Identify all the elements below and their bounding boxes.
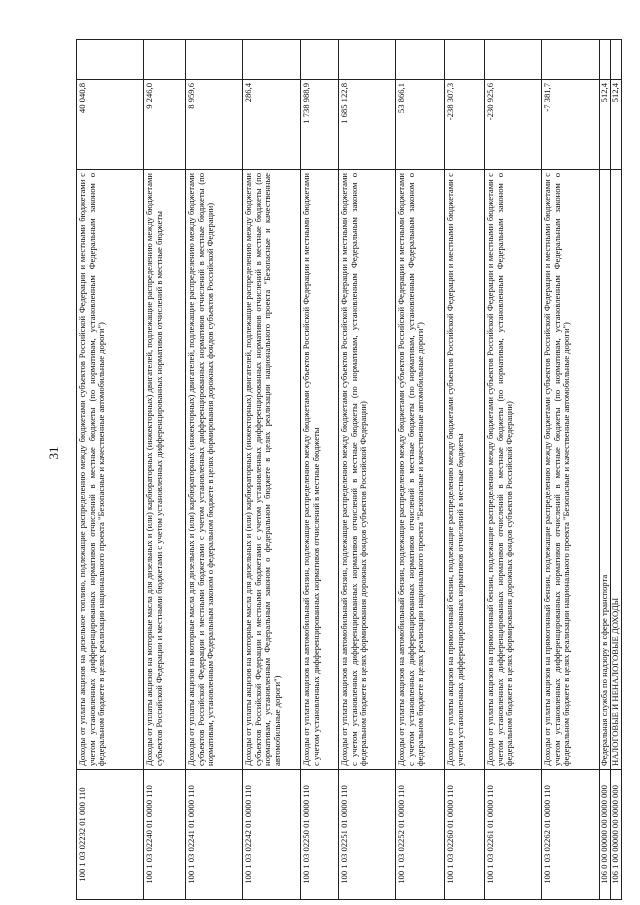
- empty-cell: [611, 40, 622, 80]
- table-row: [301, 40, 339, 900]
- table-row: [542, 40, 600, 900]
- budget-code: 100 1 03 02260 01 0000 110: [445, 770, 485, 900]
- table-stage: [76, 40, 620, 900]
- row-description: Доходы от уплаты акцизов на прямогонный бензин, подлежащие распределению между бюджетами субъектов Российской Федерации и местными бюджетами с учетом установленных дифференцированных нормативов отчислений в местные бюджеты (по нормативам, установленным Федеральным законом о федеральном бюджете в целях формирования дорожных фондов субъектов Российской Федерации): [485, 170, 542, 770]
- row-amount: -238 307,3: [445, 80, 485, 170]
- row-description: Доходы от уплаты акцизов на дизельное топливо, подлежащие распределению между бюджетами субъектов Российской Федерации и местными бюджетами с учетом установленных дифференцированных нормативов отчислений в местные бюджеты (по нормативам, установленным Федеральным законом о федеральном бюджете в целях реализации национального проекта "Безопасные и качественные автомобильные дороги"): [77, 170, 144, 770]
- row-description: Доходы от уплаты акцизов на моторные масла для дизельных и (или) карбюраторных (инжекторных) двигателей, подлежащие распределению между бюджетами субъектов Российской Федерации и местными бюджетами с учетом установленных дифференцированных нормативов отчислений в местные бюджеты (по нормативам, установленным Федеральным законом о федеральном бюджете в целях формирования дорожных фондов субъектов Российской Федерации): [186, 170, 243, 770]
- budget-code: 100 1 03 02240 01 0000 110: [144, 770, 186, 900]
- row-amount: 286,4: [243, 80, 301, 170]
- row-description: Доходы от уплаты акцизов на моторные масла для дизельных и (или) карбюраторных (инжекторных) двигателей, подлежащие распределению между бюджетами субъектов Российской Федерации и местными бюджетами с учетом установленных дифференцированных нормативов отчислений в местные бюджеты: [144, 170, 186, 770]
- empty-cell: [600, 40, 611, 80]
- empty-cell: [542, 40, 600, 80]
- row-description: Федеральная служба по надзору в сфере транспорта: [600, 170, 611, 770]
- revenue-table: [76, 39, 622, 900]
- row-amount: 512,4: [611, 80, 622, 170]
- row-amount: 53 866,1: [396, 80, 445, 170]
- table-row: [243, 40, 301, 900]
- budget-code: 106 0 00 00000 00 0000 000: [600, 770, 611, 900]
- row-description: Доходы от уплаты акцизов на моторные масла для дизельных и (или) карбюраторных (инжекторных) двигателей, подлежащие распределению между бюджетами субъектов Российской Федерации и местными бюджетами с учетом установленных дифференцированных нормативов отчислений в местные бюджеты (по нормативам, установленным Федеральным законом о федеральном бюджете в целях реализации национального проекта "Безопасные и качественные автомобильные дороги"): [243, 170, 301, 770]
- row-description: Доходы от уплаты акцизов на прямогонный бензин, подлежащие распределению между бюджетами субъектов Российской Федерации и местными бюджетами с учетом установленных дифференцированных нормативов отчислений в местные бюджеты (по нормативам, установленным Федеральным законом о федеральном бюджете в целях реализации национального проекта "Безопасные и качественные автомобильные дороги"): [542, 170, 600, 770]
- empty-cell: [445, 40, 485, 80]
- table-row: [77, 40, 144, 900]
- row-description: Доходы от уплаты акцизов на автомобильный бензин, подлежащие распределению между бюджетами субъектов Российской Федерации и местными бюджетами с учетом установленных дифференцированных нормативов отчислений в местные бюджеты (по нормативам, установленным Федеральным законом о федеральном бюджете в целях реализации национального проекта "Безопасные и качественные автомобильные дороги"): [396, 170, 445, 770]
- empty-cell: [186, 40, 243, 80]
- table-row: [186, 40, 243, 900]
- row-amount: 8 959,6: [186, 80, 243, 170]
- table-row: [445, 40, 485, 900]
- row-description: Доходы от уплаты акцизов на автомобильный бензин, подлежащие распределению между бюджетами субъектов Российской Федерации и местными бюджетами с учетом установленных дифференцированных нормативов отчислений в местные бюджеты: [301, 170, 339, 770]
- page-number: 31: [46, 446, 61, 460]
- table-row: [396, 40, 445, 900]
- budget-code: 100 1 03 02261 01 0000 110: [485, 770, 542, 900]
- rotated-page: [76, 40, 620, 900]
- empty-cell: [77, 40, 144, 80]
- budget-code: 100 1 03 02262 01 0000 110: [542, 770, 600, 900]
- empty-cell: [144, 40, 186, 80]
- budget-code: 100 1 03 02250 01 0000 110: [301, 770, 339, 900]
- table-row: [339, 40, 396, 900]
- row-amount: 512,4: [600, 80, 611, 170]
- empty-cell: [339, 40, 396, 80]
- table-row: [144, 40, 186, 900]
- budget-code: 100 1 03 02242 01 0000 110: [243, 770, 301, 900]
- row-amount: -7 381,7: [542, 80, 600, 170]
- table-row: [485, 40, 542, 900]
- table-row: [600, 40, 611, 900]
- budget-code: 100 1 03 02252 01 0000 110: [396, 770, 445, 900]
- row-amount: -230 925,6: [485, 80, 542, 170]
- row-description: НАЛОГОВЫЕ И НЕНАЛОГОВЫЕ ДОХОДЫ: [611, 170, 622, 770]
- budget-code: 106 1 00 00000 00 0000 000: [611, 770, 622, 900]
- budget-code: 100 1 03 02251 01 0000 110: [339, 770, 396, 900]
- table-row: [611, 40, 622, 900]
- row-description: Доходы от уплаты акцизов на автомобильный бензин, подлежащие распределению между бюджетами субъектов Российской Федерации и местными бюджетами с учетом установленных дифференцированных нормативов отчислений в местные бюджеты (по нормативам, установленным Федеральным законом о федеральном бюджете в целях формирования дорожных фондов субъектов Российской Федерации): [339, 170, 396, 770]
- empty-cell: [396, 40, 445, 80]
- row-amount: 9 246,0: [144, 80, 186, 170]
- budget-code: 100 1 03 02241 01 0000 110: [186, 770, 243, 900]
- empty-cell: [243, 40, 301, 80]
- empty-cell: [485, 40, 542, 80]
- row-description: Доходы от уплаты акцизов на прямогонный бензин, подлежащие распределению между бюджетами субъектов Российской Федерации и местными бюджетами с учетом установленных дифференцированных нормативов отчислений в местные бюджеты: [445, 170, 485, 770]
- row-amount: 1 738 988,9: [301, 80, 339, 170]
- row-amount: 40 040,8: [77, 80, 144, 170]
- row-amount: 1 685 122,8: [339, 80, 396, 170]
- budget-code: 100 1 03 02232 01 000 110: [77, 770, 144, 900]
- empty-cell: [301, 40, 339, 80]
